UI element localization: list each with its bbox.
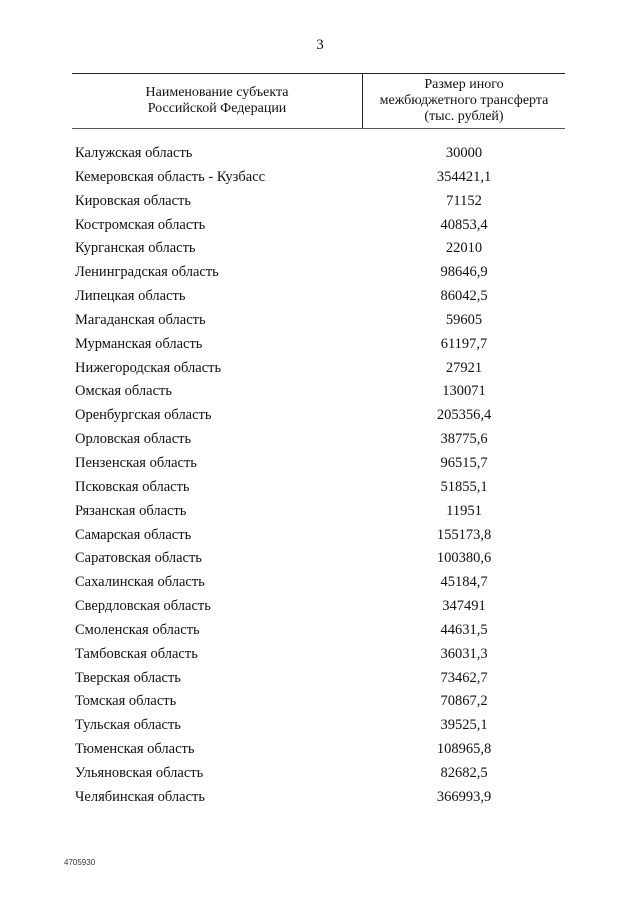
table-row (72, 789, 565, 813)
subject-name: Ленинградская область (75, 264, 219, 281)
subject-name: Сахалинская область (75, 574, 205, 591)
subject-name: Псковская область (75, 478, 190, 495)
subject-name: Кировская область (75, 192, 192, 209)
transfer-amount: 45184,7 (440, 574, 488, 591)
table-row (72, 670, 565, 694)
subject-name: Челябинская область (75, 788, 205, 805)
transfer-amount: 108965,8 (436, 741, 492, 758)
subject-name: Свердловская область (75, 598, 211, 615)
table-row (72, 693, 565, 717)
subject-name: Курганская область (75, 240, 196, 257)
subject-name: Магаданская область (75, 311, 206, 328)
transfer-amount: 51855,1 (440, 478, 488, 495)
subject-name: Костромская область (75, 216, 206, 233)
table-row (72, 240, 565, 264)
table-row (72, 598, 565, 622)
header-transfer-amount-line2: межбюджетного трансферта (379, 93, 549, 108)
transfer-amount: 71152 (446, 192, 482, 209)
table-row (72, 550, 565, 574)
transfer-amount: 347491 (442, 598, 486, 615)
subject-name: Томская область (75, 693, 177, 710)
subject-name: Тульская область (75, 717, 181, 734)
subject-name: Оренбургская область (75, 407, 212, 424)
transfer-amount: 100380,6 (436, 550, 492, 567)
transfer-table (72, 73, 565, 805)
table-row (72, 407, 565, 431)
subject-name: Пензенская область (75, 454, 197, 471)
subject-name: Кемеровская область - Кузбасс (75, 168, 266, 185)
page-number: 3 (316, 37, 324, 53)
header-subject-name-line2: Российской Федерации (147, 101, 287, 116)
transfer-amount: 82682,5 (440, 764, 488, 781)
table-row (72, 479, 565, 503)
subject-name: Мурманская область (75, 335, 203, 352)
header-transfer-amount (363, 77, 565, 125)
subject-name: Тамбовская область (75, 645, 198, 662)
subject-name: Омская область (75, 383, 172, 400)
table-row (72, 622, 565, 646)
table-body (72, 145, 565, 813)
table-row (72, 312, 565, 336)
table-row (72, 217, 565, 241)
table-row (72, 717, 565, 741)
subject-name: Тюменская область (75, 741, 195, 758)
subject-name: Тверская область (75, 669, 181, 686)
table-row (72, 169, 565, 193)
table-row (72, 336, 565, 360)
transfer-amount: 366993,9 (436, 788, 492, 805)
transfer-amount: 98646,9 (440, 264, 488, 281)
table-row (72, 360, 565, 384)
transfer-amount: 354421,1 (436, 168, 492, 185)
table-row (72, 527, 565, 551)
transfer-amount: 70867,2 (440, 693, 488, 710)
table-row (72, 145, 565, 169)
table-row (72, 574, 565, 598)
table-row (72, 431, 565, 455)
table-row (72, 383, 565, 407)
document-code: 4705930 (64, 858, 96, 867)
header-subject-name-line1: Наименование субъекта (145, 85, 289, 100)
table-row (72, 193, 565, 217)
table-row (72, 765, 565, 789)
subject-name: Самарская область (75, 526, 192, 543)
transfer-amount: 96515,7 (440, 454, 488, 471)
transfer-amount: 27921 (445, 359, 483, 376)
subject-name: Орловская область (75, 431, 192, 448)
transfer-amount: 11951 (446, 502, 482, 519)
subject-name: Нижегородская область (75, 359, 222, 376)
table-row (72, 646, 565, 670)
transfer-amount: 155173,8 (436, 526, 492, 543)
table-row (72, 741, 565, 765)
subject-name: Смоленская область (75, 621, 200, 638)
subject-name: Ульяновская область (75, 764, 204, 781)
transfer-amount: 86042,5 (440, 288, 488, 305)
table-row (72, 288, 565, 312)
subject-name: Саратовская область (75, 550, 202, 567)
transfer-amount: 40853,4 (440, 216, 488, 233)
subject-name: Липецкая область (75, 288, 186, 305)
table-header (72, 73, 565, 129)
transfer-amount: 30000 (445, 145, 483, 161)
table-row (72, 264, 565, 288)
transfer-amount: 38775,6 (440, 431, 488, 448)
subject-name: Рязанская область (75, 502, 187, 519)
transfer-amount: 73462,7 (440, 669, 488, 686)
header-transfer-amount-line3: (тыс. рублей) (424, 109, 504, 124)
transfer-amount: 205356,4 (436, 407, 492, 424)
transfer-amount: 22010 (445, 240, 483, 257)
table-row (72, 455, 565, 479)
transfer-amount: 44631,5 (440, 621, 488, 638)
transfer-amount: 39525,1 (440, 717, 488, 734)
header-subject-name (72, 85, 362, 117)
transfer-amount: 61197,7 (440, 335, 488, 352)
transfer-amount: 36031,3 (440, 645, 488, 662)
header-transfer-amount-line1: Размер иного (424, 77, 504, 92)
subject-name: Калужская область (75, 145, 193, 161)
transfer-amount: 130071 (442, 383, 486, 400)
transfer-amount: 59605 (445, 311, 483, 328)
table-row (72, 503, 565, 527)
